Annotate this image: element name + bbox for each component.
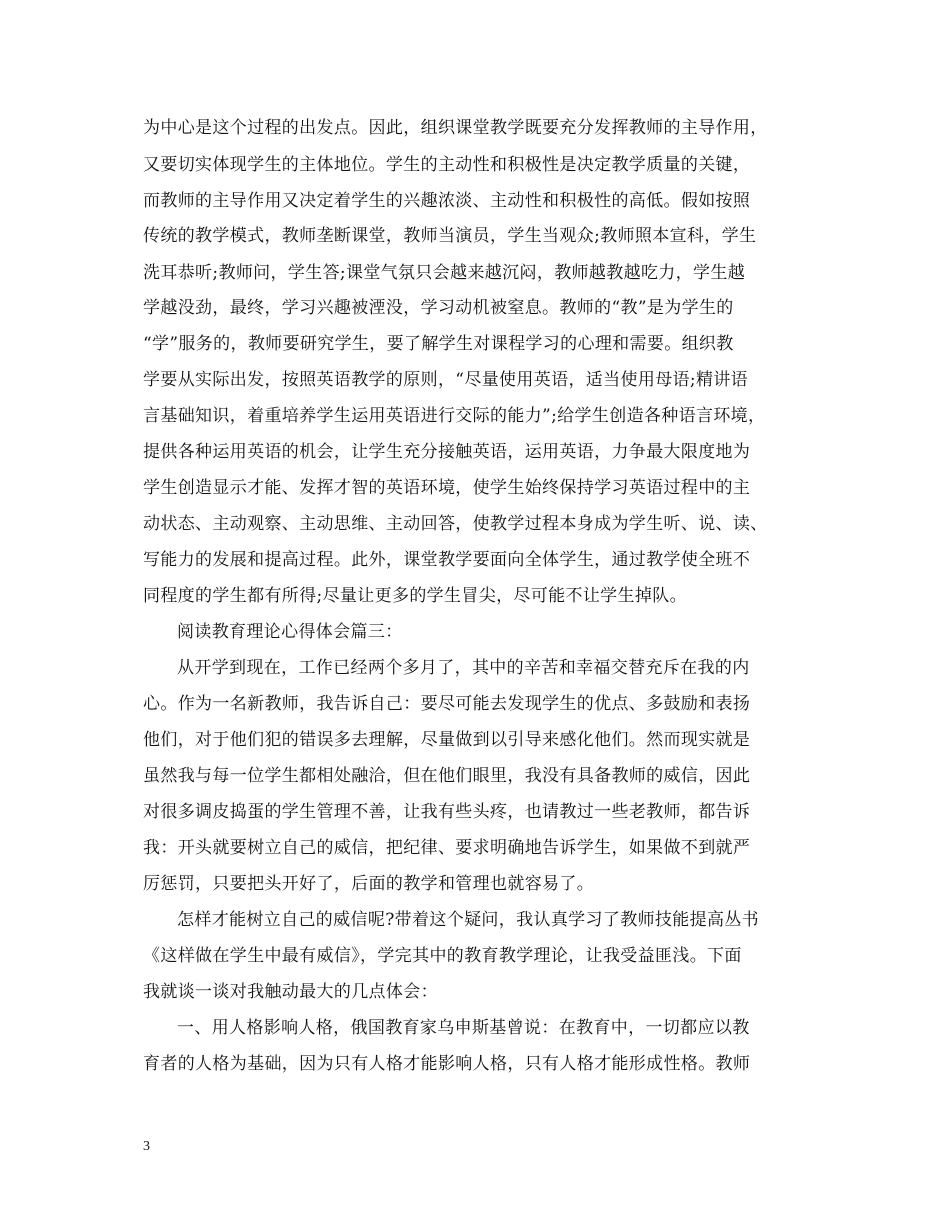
body-text-line: 提供各种运用英语的机会，让学生充分接触英语，运用英语，力争最大限度地为 (143, 442, 751, 462)
body-text-line: 洗耳恭听;教师问，学生答;课堂气氛只会越来越沉闷，教师越教越吃力，学生越 (143, 263, 746, 283)
body-text-line: 动状态、主动观察、主动思维、主动回答，使教学过程本身成为学生听、说、读、 (143, 514, 768, 534)
body-text-line: 心。作为一名新教师，我告诉自己：要尽可能去发现学生的优点、多鼓励和表扬 (143, 694, 751, 714)
body-text-line: 从开学到现在，工作已经两个多月了，其中的辛苦和幸福交替充斥在我的内 (177, 658, 750, 678)
body-text-line: 为中心是这个过程的出发点。因此，组织课堂教学既要充分发挥教师的主导作用， (143, 118, 768, 138)
body-text-line: 我：开头就要树立自己的威信，把纪律、要求明确地告诉学生，如果做不到就严 (143, 838, 751, 858)
body-text-line: “学”服务的，教师要研究学生，要了解学生对课程学习的心理和需要。组织教 (143, 334, 734, 354)
body-text-line: 对很多调皮捣蛋的学生管理不善，让我有些头疼，也请教过一些老教师，都告诉 (143, 802, 751, 822)
body-text-line: 又要切实体现学生的主体地位。学生的主动性和积极性是决定教学质量的关键， (143, 155, 751, 175)
section-heading: 阅读教育理论心得体会篇三： (177, 622, 403, 642)
body-text-line: 厉惩罚，只要把头开好了，后面的教学和管理也就容易了。 (143, 874, 595, 894)
body-text-line: 我就谈一谈对我触动最大的几点体会： (143, 982, 438, 1002)
body-text-line: 学越没劲，最终，学习兴趣被湮没，学习动机被窒息。教师的“教”是为学生的 (143, 298, 734, 318)
body-text-line: 虽然我与每一位学生都相处融洽，但在他们眼里，我没有具备教师的威信，因此 (143, 766, 751, 786)
body-text-line: 传统的教学模式，教师垄断课堂，教师当演员，学生当观众;教师照本宣科，学生 (143, 226, 757, 246)
body-text-line: 而教师的主导作用又决定着学生的兴趣浓淡、主动性和积极性的高低。假如按照 (143, 191, 751, 211)
body-text-line: 育者的人格为基础，因为只有人格才能影响人格，只有人格才能形成性格。教师 (143, 1054, 751, 1074)
body-text-line: 写能力的发展和提高过程。此外，课堂教学要面向全体学生，通过教学使全班不 (143, 550, 751, 570)
body-text-line: 他们，对于他们犯的错误多去理解，尽量做到以引导来感化他们。然而现实就是 (143, 730, 751, 750)
body-text-line: 学生创造显示才能、发挥才智的英语环境，使学生始终保持学习英语过程中的主 (143, 478, 751, 498)
body-text-line: 怎样才能树立自己的威信呢?带着这个疑问，我认真学习了教师技能提高丛书 (177, 910, 760, 930)
body-text-line: 一、用人格影响人格，俄国教育家乌申斯基曾说：在教育中，一切都应以教 (177, 1018, 750, 1038)
page-number: 3 (143, 1139, 150, 1154)
body-text-line: 《这样做在学生中最有威信》，学完其中的教育教学理论，让我受益匪浅。下面 (143, 946, 742, 966)
body-text-line: 言基础知识，着重培养学生运用英语进行交际的能力”;给学生创造各种语言环境， (143, 406, 766, 426)
body-text-line: 同程度的学生都有所得;尽量让更多的学生冒尖，尽可能不让学生掉队。 (143, 586, 687, 606)
body-text-line: 学要从实际出发，按照英语教学的原则，“尽量使用英语，适当使用母语;精讲语 (143, 370, 749, 390)
